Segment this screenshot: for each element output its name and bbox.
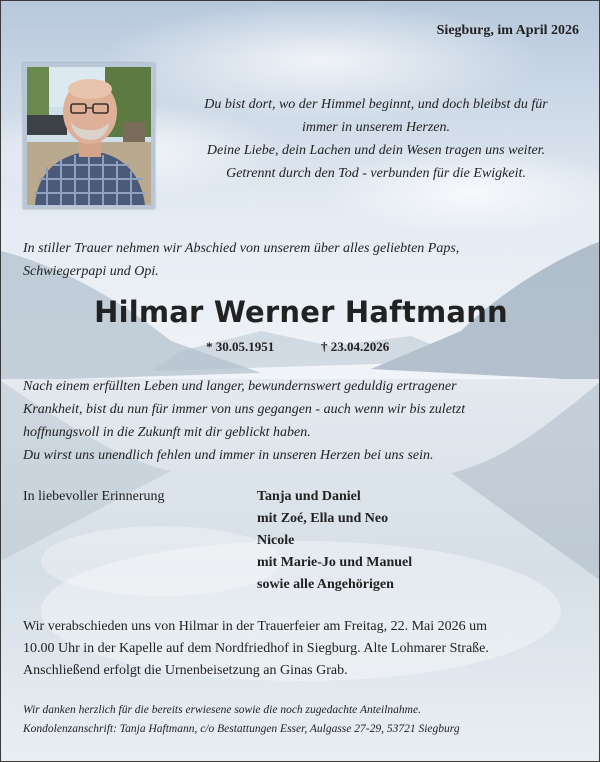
notice-content: [1, 1, 600, 762]
funeral-details: [23, 616, 583, 682]
poem-line: immer in unserem Herzen.: [301, 120, 450, 135]
mourner-entry: Nicole: [257, 533, 295, 548]
mourners-list: [257, 486, 412, 596]
funeral-line: 10.00 Uhr in der Kapelle auf dem Nordfriedhof in Siegburg. Alte Lohmarer Straße.: [23, 641, 489, 656]
funeral-line: Wir verabschieden uns von Hilmar in der Trauerfeier am Freitag, 22. Mai 2026 um: [23, 619, 488, 634]
intro-line: Schwiegerpapi und Opi.: [23, 264, 159, 279]
place-date: Siegburg, im April 2026: [436, 23, 579, 38]
tribute-line: hoffnungsvoll in die Zukunft mit dir geblickt haben.: [23, 425, 311, 440]
deceased-name: Hilmar Werner Haftmann: [94, 295, 508, 329]
poem-line: Deine Liebe, dein Lachen und dein Wesen tragen uns weiter.: [206, 143, 546, 158]
thanks-line: Wir danken herzlich für die bereits erwiesene sowie die noch zugedachte Anteilnahme.: [23, 704, 421, 716]
thanks-note: [23, 701, 583, 739]
poem-line: Getrennt durch den Tod - verbunden für die Ewigkeit.: [226, 166, 526, 181]
portrait-photo: [23, 63, 155, 209]
condolence-address: Kondolenzanschrift: Tanja Haftmann, c/o Bestattungen Esser, Aulgasse 27-29, 53721 Siegburg: [23, 723, 460, 735]
poem-verse: [171, 93, 581, 185]
tribute-line: Nach einem erfüllten Leben und langer, bewundernswert geduldig ertragener: [23, 379, 457, 394]
mourner-entry: mit Zoé, Ella und Neo: [257, 511, 389, 526]
memory-label: In liebevoller Erinnerung: [23, 489, 165, 504]
tribute-line: Krankheit, bist du nun für immer von uns gegangen - auch wenn wir bis zuletzt: [23, 402, 466, 417]
tribute-text: [23, 375, 583, 467]
mourning-intro: [23, 237, 583, 283]
birth-date: * 30.05.1951: [206, 339, 275, 354]
mourner-entry: Tanja und Daniel: [257, 489, 361, 504]
death-date: † 23.04.2026: [321, 339, 390, 354]
mourner-entry: mit Marie-Jo und Manuel: [257, 555, 413, 570]
tribute-line: Du wirst uns unendlich fehlen und immer in unseren Herzen bei uns sein.: [23, 448, 434, 463]
funeral-line: Anschließend erfolgt die Urnenbeisetzung an Ginas Grab.: [23, 663, 348, 678]
intro-line: In stiller Trauer nehmen wir Abschied von unserem über alles geliebten Paps,: [23, 241, 460, 256]
poem-line: Du bist dort, wo der Himmel beginnt, und doch bleibst du für: [204, 97, 548, 112]
mourner-entry: sowie alle Angehörigen: [257, 577, 394, 592]
